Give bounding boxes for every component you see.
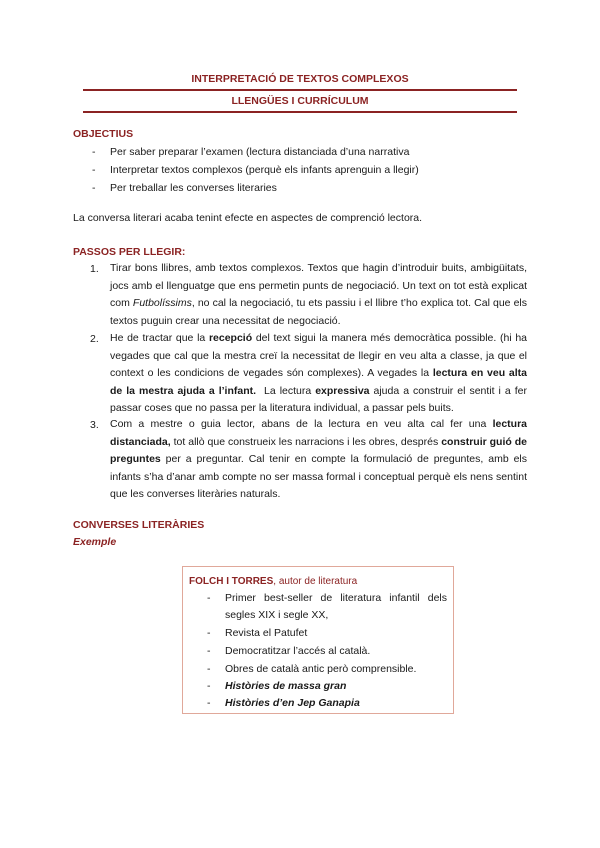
box-item: Revista el Patufet xyxy=(225,627,308,639)
title-rule xyxy=(83,89,517,91)
bullet-dash: - xyxy=(207,627,211,639)
bullet-dash: - xyxy=(207,645,211,657)
objective-item: Per saber preparar l’examen (lectura distanciada d’una narrativa xyxy=(110,146,410,158)
example-box xyxy=(182,566,454,714)
bullet-dash: - xyxy=(207,680,211,692)
objective-item: Per treballar les converses literaries xyxy=(110,182,277,194)
step-number: 3. xyxy=(90,419,99,431)
box-item: Històries de massa gran xyxy=(225,680,347,692)
steps-heading: PASSOS PER LLEGIR: xyxy=(73,246,186,258)
converses-heading: CONVERSES LITERÀRIES xyxy=(73,519,205,531)
box-item: Democratitzar l’accés al català. xyxy=(225,645,371,657)
step-paragraph: Com a mestre o guia lector, abans de la lectura en veu alta cal fer una lectura distanciada, tot allò que construeix les narracions i les obres, després construir guió de preguntes per a preguntar. Cal tenir en compte la formulació de preguntes, amb els infants s’ha d’anar amb compte no ser massa formal i conceptual perquè els nens sentint que les converses literàries naturals. xyxy=(110,418,527,501)
step-paragraph: Tirar bons llibres, amb textos complexos. Textos que hagin d’introduir buits, ambigüitats, jocs amb el llenguatge que ens permetin punts de negociació. Un text on tot està explicat com Futbolíssims, no cal la negociació, tu ets passiu i el llibre t’ho explica tot. Cal que els textos puguin crear una necessitat de negociació. xyxy=(110,262,527,327)
bullet-dash: - xyxy=(207,697,211,709)
box-item: Primer best-seller de literatura infantil dels xyxy=(225,592,447,604)
bullet-dash: - xyxy=(92,164,96,176)
example-subheading: Exemple xyxy=(73,536,117,548)
bullet-dash: - xyxy=(92,182,96,194)
subtitle-rule xyxy=(83,111,517,113)
author-line: FOLCH I TORRES, autor de literatura xyxy=(189,576,358,587)
objective-item: Interpretar textos complexos (perquè els infants aprenguin a llegir) xyxy=(110,164,419,176)
document-subtitle: LLENGÜES I CURRÍCULUM xyxy=(231,95,369,107)
step-paragraph: He de tractar que la recepció del text sigui la manera més democràtica possible. (hi ha vegades que cal que la mestra creï la necessitat de llegir en veu alta a classe, ja que el context o les condicions de vegades són complexes). A vegades la lectura en veu alta de la mestra ajuda a l’infant. La lectura expressiva ajuda a construir el sentit i a fer passar coses que no passa per la literatura individual, a passar pels buits. xyxy=(110,332,528,415)
document-title: INTERPRETACIÓ DE TEXTOS COMPLEXOS xyxy=(191,73,409,85)
box-item: Històries d’en Jep Ganapia xyxy=(225,697,360,709)
box-item-continued: segles XIX i segle XX, xyxy=(225,609,329,621)
box-item: Obres de català antic però comprensible. xyxy=(225,663,417,675)
step-number: 2. xyxy=(90,333,99,345)
bullet-dash: - xyxy=(207,663,211,675)
bullet-dash: - xyxy=(92,146,96,158)
intro-sentence: La conversa literari acaba tenint efecte en aspectes de comprenció lectora. xyxy=(73,212,423,224)
objectives-heading: OBJECTIUS xyxy=(73,128,134,140)
bullet-dash: - xyxy=(207,592,211,604)
step-number: 1. xyxy=(90,263,99,275)
